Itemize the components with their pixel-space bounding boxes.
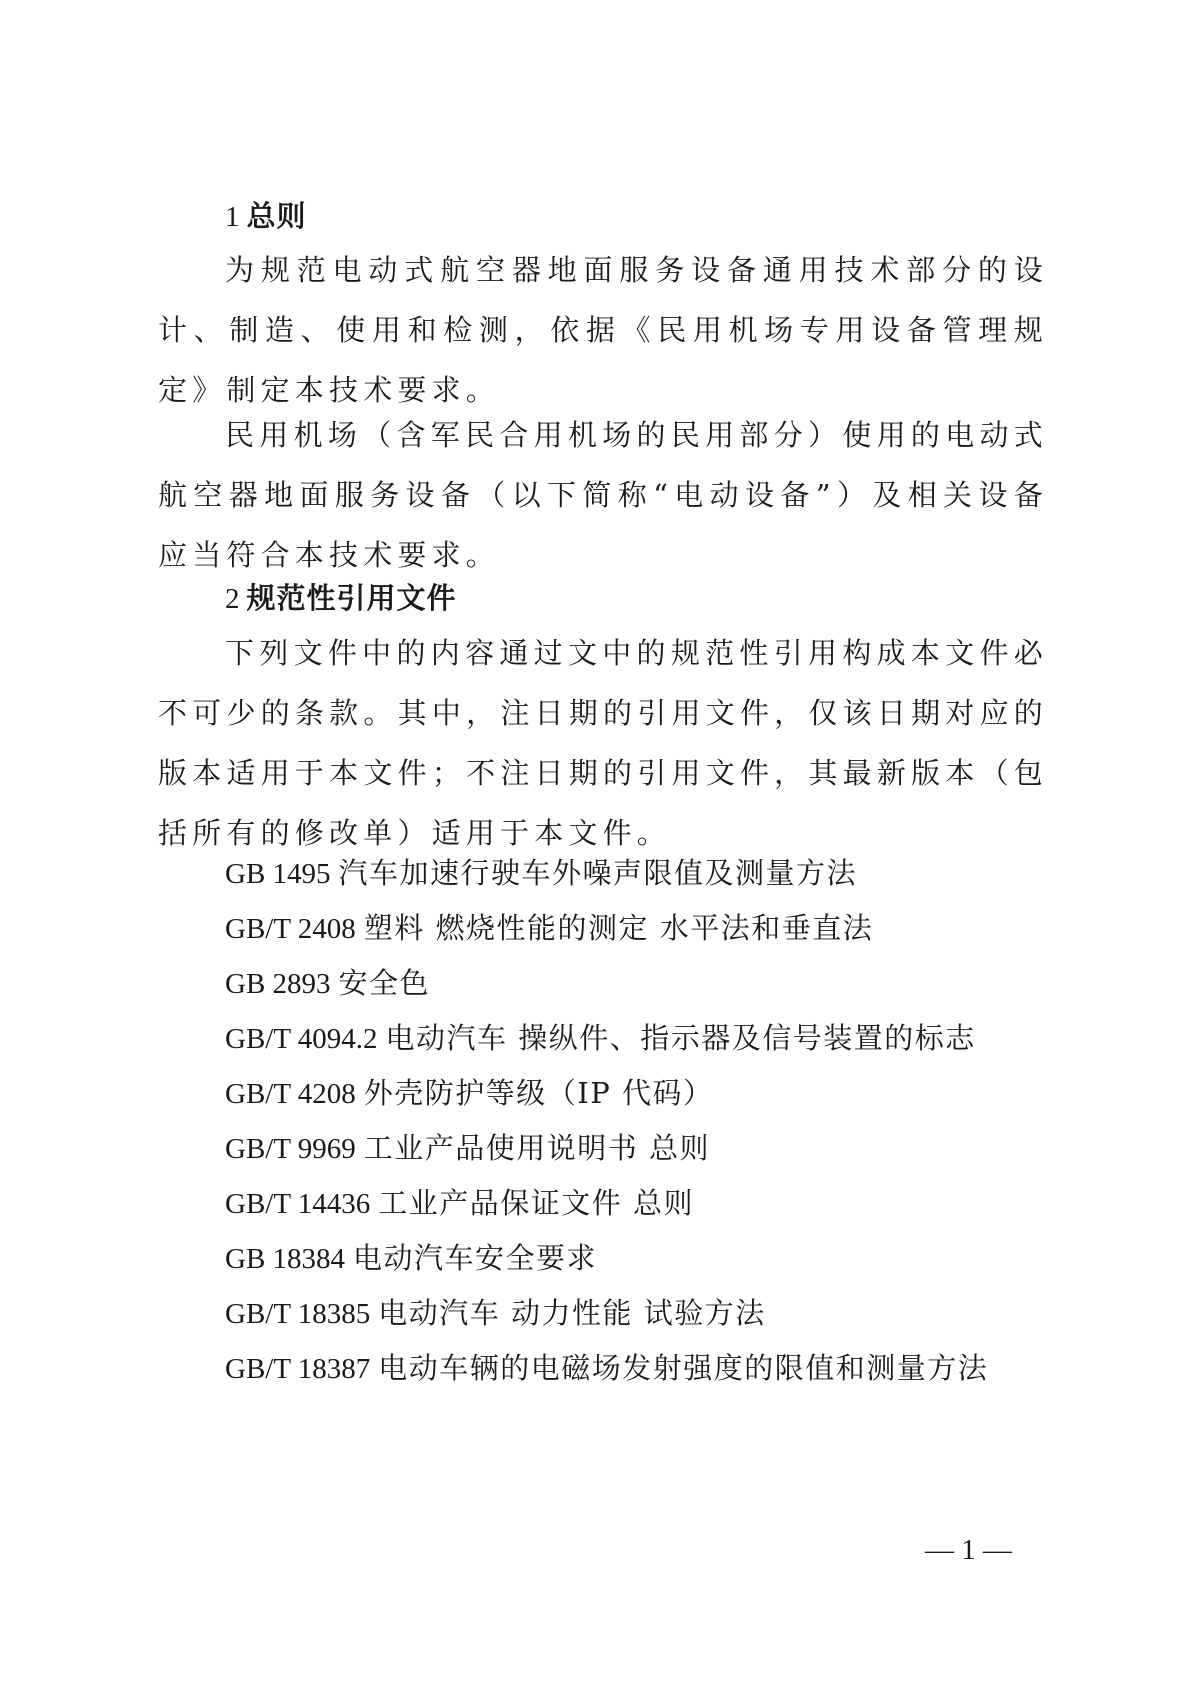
reference-item xyxy=(225,1073,713,1114)
page-number: — 1 — xyxy=(925,1534,1012,1566)
reference-code: GB/T 14436 xyxy=(225,1188,371,1220)
reference-item xyxy=(225,1018,976,1059)
reference-title: 汽车加速行驶车外噪声限值及测量方法 xyxy=(338,856,858,890)
section-title: 规范性引用文件 xyxy=(246,581,457,615)
reference-item xyxy=(225,1183,694,1224)
reference-title: 外壳防护等级（IP 代码） xyxy=(363,1076,714,1110)
reference-item xyxy=(225,908,873,949)
reference-item xyxy=(225,1128,710,1169)
reference-title: 电动车辆的电磁场发射强度的限值和测量方法 xyxy=(378,1351,989,1385)
reference-item xyxy=(225,853,857,894)
reference-title: 塑料 燃烧性能的测定 水平法和垂直法 xyxy=(363,911,874,945)
reference-title: 安全色 xyxy=(338,966,431,1000)
reference-code: GB/T 4094.2 xyxy=(225,1023,378,1055)
section-2-heading xyxy=(225,578,457,619)
paragraph: 民用机场（含军民合用机场的民用部分）使用的电动式航空器地面服务设备（以下简称“电动设备”）及相关设备应当符合本技术要求。 xyxy=(158,418,1048,572)
reference-code: GB/T 2408 xyxy=(225,913,356,945)
reference-code: GB 2893 xyxy=(225,968,331,1000)
reference-code: GB 18384 xyxy=(225,1243,346,1275)
reference-code: GB 1495 xyxy=(225,858,331,890)
reference-title: 电动汽车 操纵件、指示器及信号装置的标志 xyxy=(385,1021,976,1055)
reference-title: 电动汽车 动力性能 试验方法 xyxy=(378,1296,766,1330)
reference-code: GB/T 4208 xyxy=(225,1078,356,1110)
reference-item xyxy=(225,1293,766,1334)
section-title: 总则 xyxy=(246,199,307,233)
paragraph: 下列文件中的内容通过文中的规范性引用构成本文件必不可少的条款。其中，注日期的引用文件，仅该日期对应的版本适用于本文件；不注日期的引用文件，其最新版本（包括所有的修改单）适用于本文件。 xyxy=(158,636,1048,850)
reference-item xyxy=(225,963,430,1004)
reference-code: GB/T 18385 xyxy=(225,1298,371,1330)
reference-code: GB/T 9969 xyxy=(225,1133,356,1165)
reference-item xyxy=(225,1238,597,1279)
reference-title: 电动汽车安全要求 xyxy=(353,1241,598,1275)
reference-title: 工业产品使用说明书 总则 xyxy=(363,1131,711,1165)
reference-item xyxy=(225,1348,988,1389)
section-number: 2 xyxy=(225,583,241,615)
section-1-heading xyxy=(225,196,307,237)
paragraph: 为规范电动式航空器地面服务设备通用技术部分的设计、制造、使用和检测，依据《民用机场专用设备管理规定》制定本技术要求。 xyxy=(158,253,1048,407)
reference-code: GB/T 18387 xyxy=(225,1353,371,1385)
section-number: 1 xyxy=(225,201,241,233)
reference-title: 工业产品保证文件 总则 xyxy=(378,1186,695,1220)
